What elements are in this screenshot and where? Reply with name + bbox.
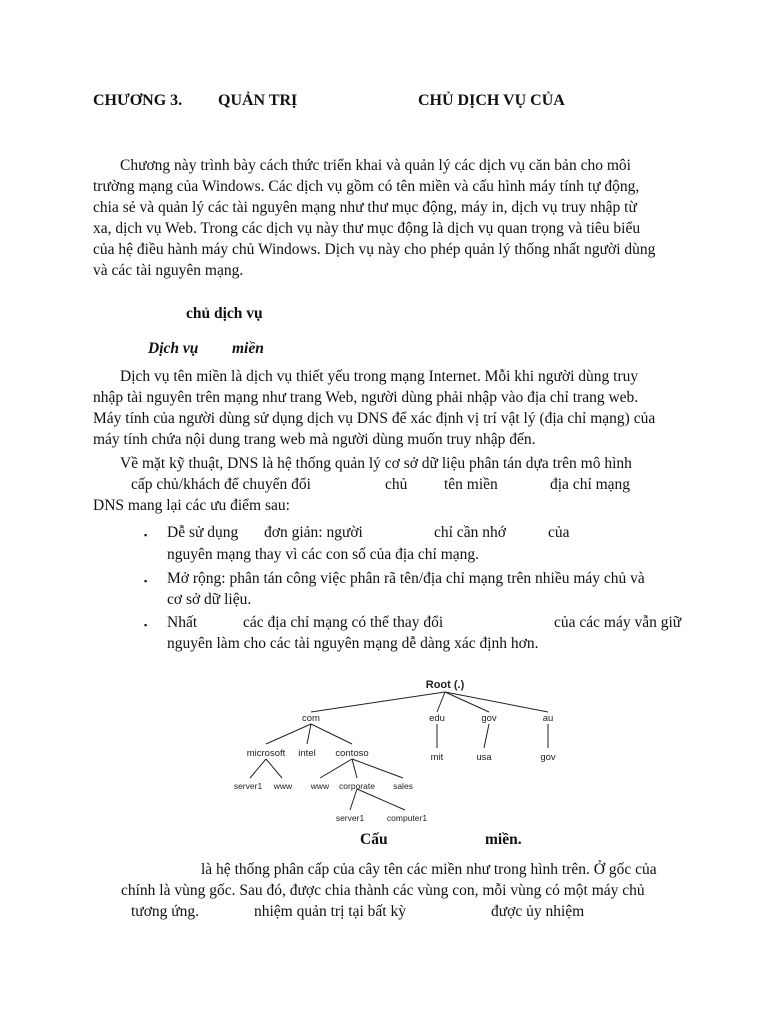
dns-paragraph-1: [93, 366, 695, 450]
tree-node-computer1: computer1: [386, 813, 428, 823]
tree-node-au-gov: gov: [540, 752, 556, 763]
intro-paragraph: [93, 155, 695, 281]
intro-line: chia sẻ và quản lý các tài nguyên mạng như thư mục động, máy in, dịch vụ truy nhập từ: [93, 199, 637, 216]
bullet1-line2: nguyên mạng thay vì các con số của địa chỉ mạng.: [167, 546, 480, 563]
bullet3-b: các địa chỉ mạng có thể thay đổi: [243, 614, 444, 631]
dns-para2-line1: Về mặt kỹ thuật, DNS là hệ thống quản lý cơ sở dữ liệu phân tán dựa trên mô hình: [120, 455, 632, 472]
bullet-icon: ▪: [144, 620, 148, 630]
dns-line: máy tính chứa nội dung trang web mà người dùng muốn truy nhập đến.: [93, 431, 536, 448]
final-para-line1: là hệ thống phân cấp của cây tên các miền như trong hình trên. Ở gốc của: [201, 861, 657, 878]
tree-node-mit: mit: [430, 752, 444, 763]
bullet3-line2: nguyên làm cho các tài nguyên mạng dễ dàng xác định hơn.: [167, 635, 539, 652]
chapter-title-part2: CHỦ DỊCH VỤ CỦA: [418, 92, 565, 109]
figure-caption-part1: Cấu: [360, 831, 388, 848]
tree-node-www: www: [273, 781, 293, 791]
final-para-line3a: tương ứng.: [131, 903, 200, 920]
tree-node-sales: sales: [393, 781, 413, 791]
bullet3-c: của các máy vẫn giữ: [554, 614, 682, 631]
tree-node-microsoft: microsoft: [246, 748, 286, 759]
dns-para2-line2c: tên miền: [444, 476, 498, 493]
dns-para2-line2a: cấp chủ/khách để chuyển đổi: [131, 476, 311, 493]
intro-line: của hệ điều hành máy chủ Windows. Dịch vụ này cho phép quản lý thống nhất người dùng: [93, 241, 656, 258]
dns-tree-diagram: [0, 668, 768, 838]
chapter-title-part1: QUẢN TRỊ: [218, 92, 298, 109]
dns-para2-line2d: địa chỉ mạng: [550, 476, 631, 493]
figure-caption-part2: miền.: [485, 831, 522, 848]
tree-node-contoso: contoso: [335, 748, 369, 759]
dns-para2-line3: DNS mang lại các ưu điểm sau:: [93, 497, 290, 514]
final-para-line3c: được ủy nhiệm: [491, 903, 585, 920]
tree-node-gov: gov: [481, 713, 497, 724]
bullet-icon: ▪: [144, 530, 148, 540]
dns-line: Dịch vụ tên miền là dịch vụ thiết yếu trong mạng Internet. Mỗi khi người dùng truy: [120, 368, 639, 385]
tree-node-root: Root (.): [425, 679, 465, 691]
tree-node-corporate-server1: server1: [335, 813, 365, 823]
final-para-line3b: nhiệm quản trị tại bất kỳ: [254, 903, 406, 920]
bullet1-c: chỉ cần nhớ: [434, 524, 506, 541]
intro-line: Chương này trình bày cách thức triển khai và quản lý các dịch vụ căn bản cho môi: [120, 157, 631, 174]
dns-line: Máy tính của người dùng sử dụng dịch vụ DNS để xác định vị trí vật lý (địa chỉ mạng) của: [93, 410, 656, 427]
bullet3-a: Nhất: [167, 614, 198, 631]
chapter-number: CHƯƠNG 3.: [93, 92, 183, 109]
tree-node-edu: edu: [429, 713, 445, 724]
dns-para2-line2b: chủ: [385, 476, 408, 493]
final-para-line2: chính là vùng gốc. Sau đó, được chia thành các vùng con, mỗi vùng có một máy chủ: [121, 882, 645, 899]
tree-node-au: au: [542, 713, 554, 724]
tree-node-usa: usa: [476, 752, 492, 763]
intro-line: xa, dịch vụ Web. Trong các dịch vụ này thư mục động là dịch vụ quan trọng và tiêu biểu: [93, 220, 641, 237]
bullet2-line1: Mở rộng: phân tán công việc phân rã tên/địa chỉ mạng trên nhiều máy chủ và: [167, 570, 645, 587]
tree-node-corporate: corporate: [339, 781, 375, 791]
subsection-heading-part1: Dịch vụ: [148, 340, 199, 357]
tree-node-intel: intel: [298, 748, 316, 759]
bullet-icon: ▪: [144, 576, 148, 586]
subsection-heading-part2: miền: [232, 340, 264, 357]
intro-line: và các tài nguyên mạng.: [93, 262, 244, 279]
bullet1-b: đơn giản: người: [264, 524, 363, 541]
bullet1-a: Dễ sử dụng: [167, 524, 239, 541]
dns-line: nhập tài nguyên trên mạng như trang Web, người dùng phải nhập vào địa chỉ trang web.: [93, 389, 639, 406]
tree-edges: [250, 692, 548, 810]
tree-node-contoso-www: www: [310, 781, 330, 791]
intro-line: trường mạng của Windows. Các dịch vụ gồm có tên miền và cấu hình máy tính tự động,: [93, 178, 640, 195]
tree-node-com: com: [302, 713, 320, 724]
bullet2-line2: cơ sở dữ liệu.: [167, 591, 252, 608]
tree-node-server1: server1: [233, 781, 263, 791]
section-heading: chủ dịch vụ: [186, 305, 263, 322]
bullet1-d: của: [548, 524, 570, 541]
